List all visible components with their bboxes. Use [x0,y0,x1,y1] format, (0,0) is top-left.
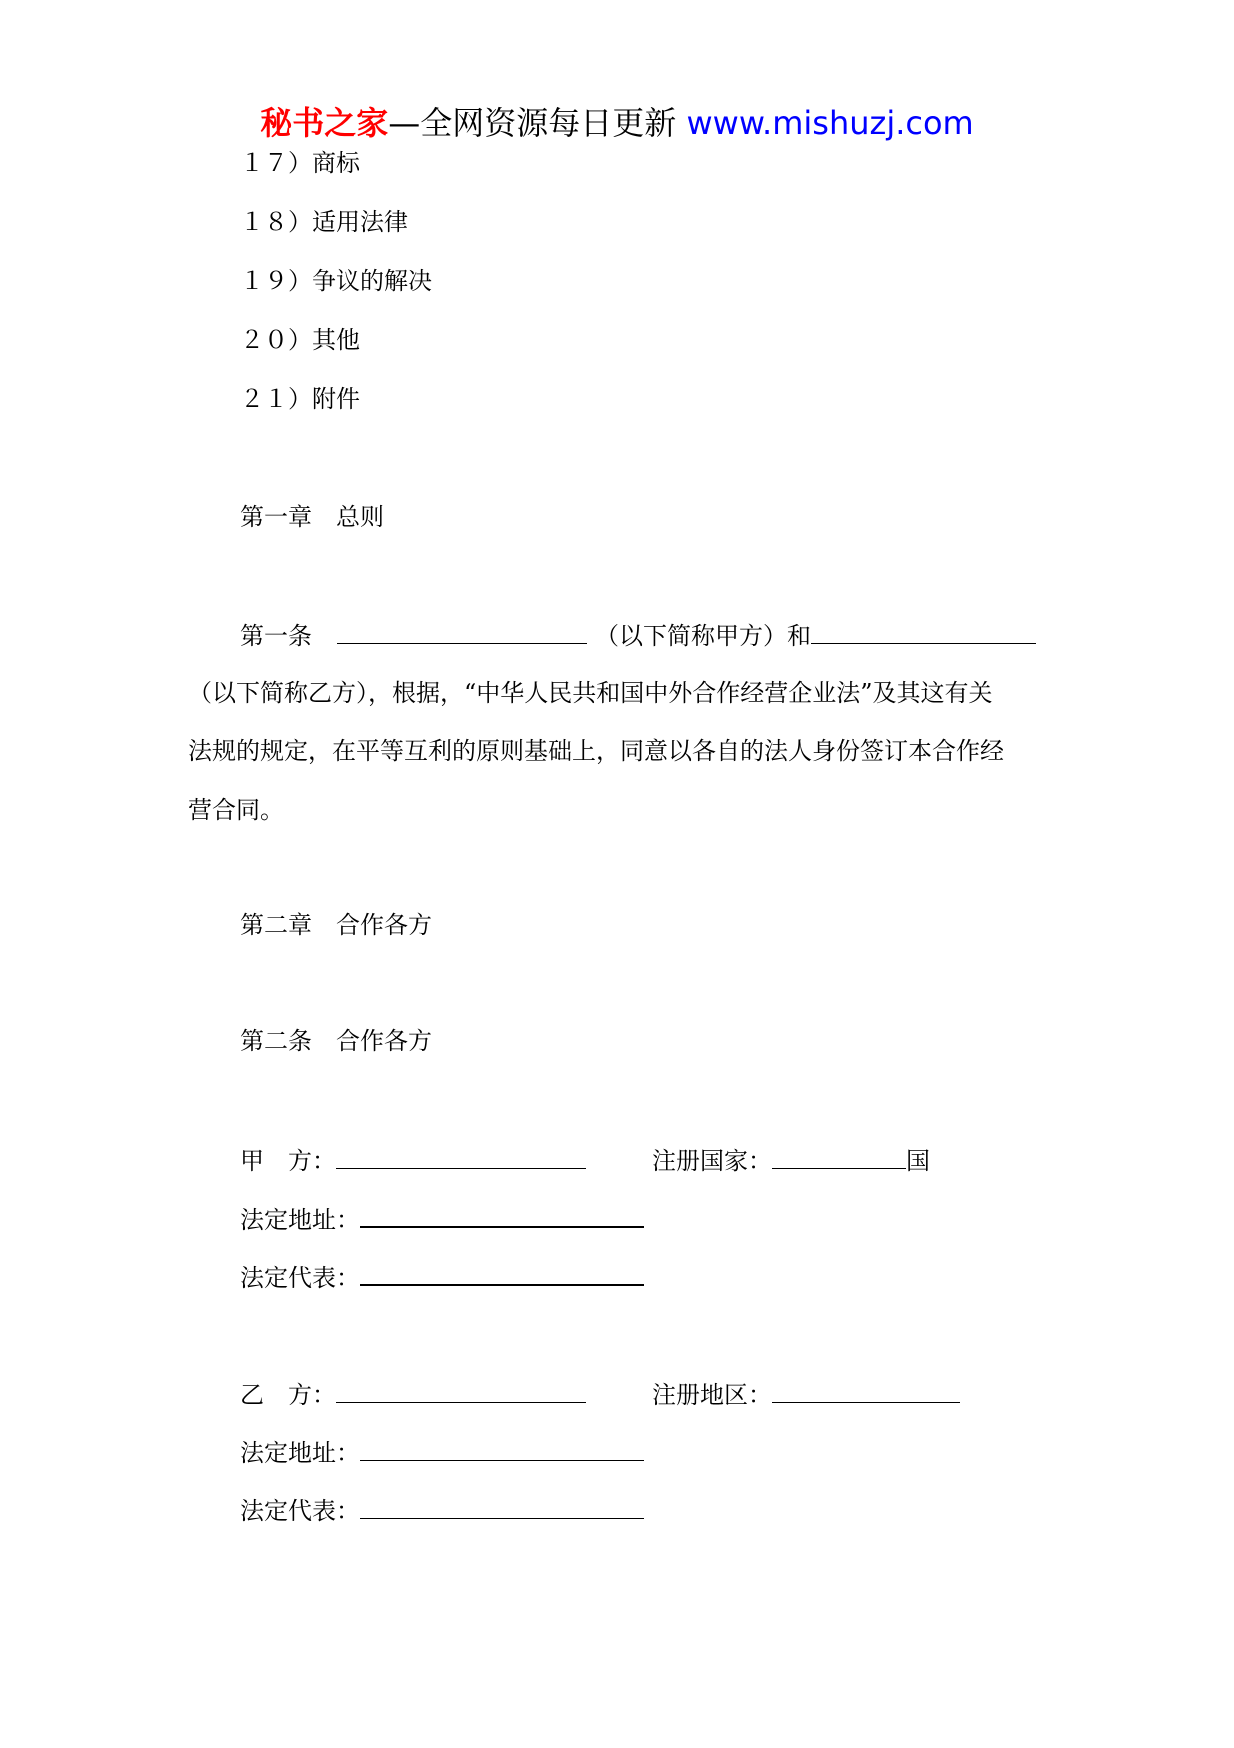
party-b-name-blank [811,617,1036,644]
address-label: 法定地址： [240,1439,360,1467]
article-label: 第一条 [240,622,312,650]
article-title: 第二条 合作各方 [240,1027,432,1055]
party-a-blank [336,1142,586,1169]
page-header [0,100,1234,146]
toc-item: ２１）附件 [240,385,360,413]
party-a-row [240,1142,586,1178]
rep-blank [360,1258,644,1286]
article-1-line-2: （以下简称乙方），根据，“中华人民共和国中外合作经营企业法”及其这有关 [188,679,993,707]
toc-item: ２０）其他 [240,326,360,354]
address-blank [360,1434,644,1461]
address-blank [360,1200,644,1228]
header-slogan: —全网资源每日更新 [388,104,677,142]
party-a-address-row [240,1200,644,1237]
region-label: 注册地区： [652,1381,772,1409]
rep-blank [360,1492,644,1519]
party-a-label: 甲 方： [240,1147,336,1175]
toc-item: １９）争议的解决 [240,267,432,295]
party-b-rep-row [240,1492,644,1528]
article-1-line-1 [240,617,1036,653]
country-label: 注册国家： [652,1147,772,1175]
article-1-line-4: 营合同。 [188,796,284,824]
party-a-rep-row [240,1258,644,1295]
chapter-title: 第二章 合作各方 [240,911,432,939]
country-blank [772,1142,906,1169]
chapter-title: 第一章 总则 [240,503,384,531]
party-b-region-row [652,1376,960,1412]
address-label: 法定地址： [240,1206,360,1234]
brand-name: 秘书之家 [260,104,389,142]
party-b-blank [336,1376,586,1403]
header-url[interactable]: www.mishuzj.com [686,104,974,142]
article-1-line-3: 法规的规定，在平等互利的原则基础上，同意以各自的法人身份签订本合作经 [188,737,1004,765]
party-a-country-row [652,1142,930,1178]
party-a-name-blank [337,617,587,644]
toc-item: １７）商标 [240,149,360,177]
party-b-address-row [240,1434,644,1470]
article-text: （以下简称甲方）和 [595,622,811,650]
toc-item: １８）适用法律 [240,208,408,236]
party-b-label: 乙 方： [240,1381,336,1409]
region-blank [772,1376,960,1403]
rep-label: 法定代表： [240,1264,360,1292]
rep-label: 法定代表： [240,1497,360,1525]
country-suffix: 国 [906,1147,930,1175]
party-b-row [240,1376,586,1412]
